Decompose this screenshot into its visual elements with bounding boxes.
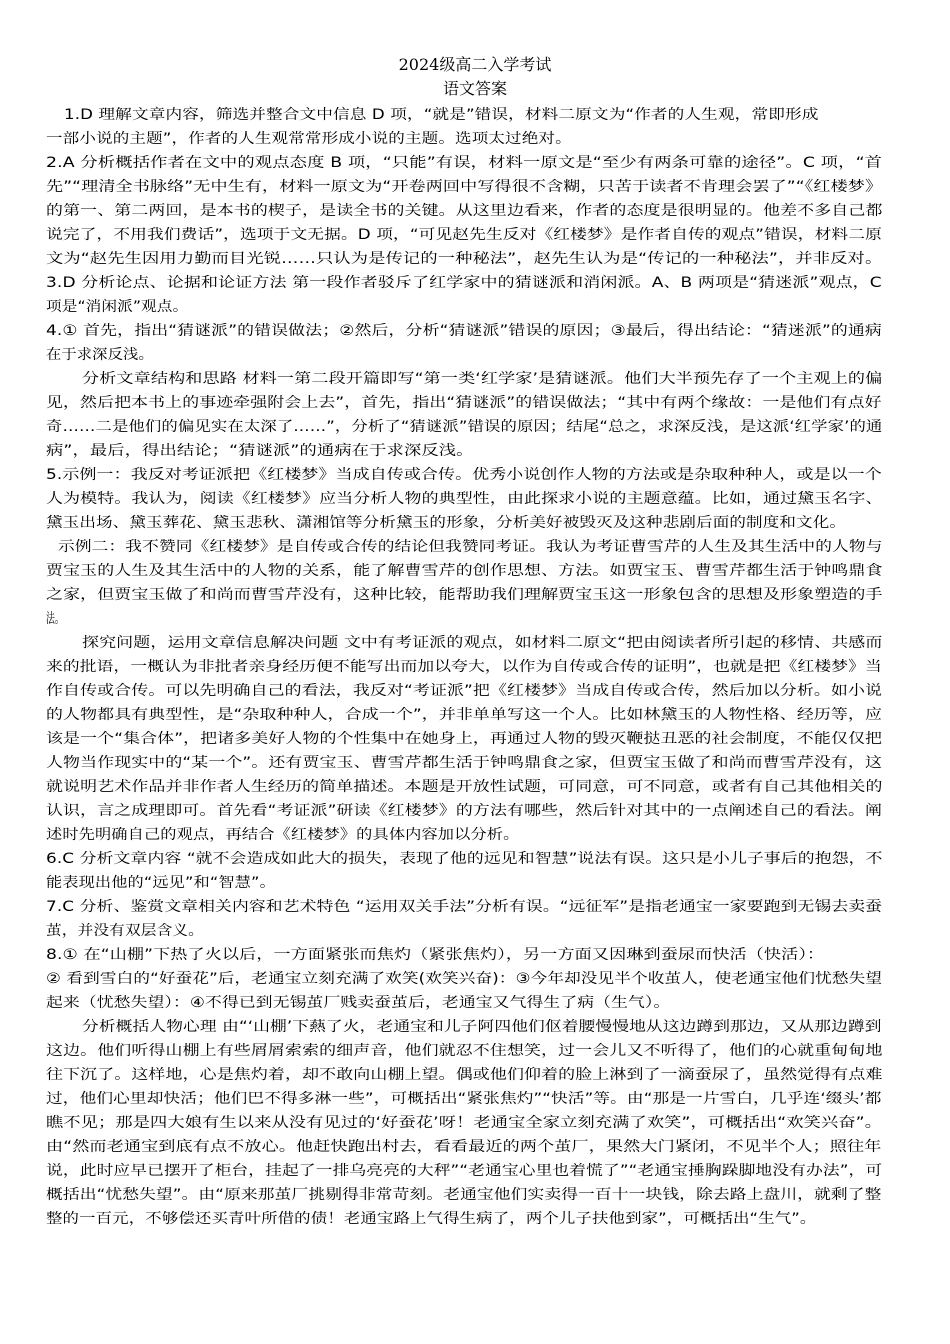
text-line: 来的批语，一概认为非批者亲身经历便不能写出而加以夸大，以作为自传或合传的证明”，也就是把《红楼梦》当 [46,659,882,675]
text-line: 的人物都具有典型性，是“杂取种种人，合成一个”，并非单单写这一个人。比如林黛玉的人物性格、经历等，应 [46,707,883,723]
text-line: 8.① 在“山棚”下热了火以后，一方面紧张而焦灼（紧张焦灼），另一方面又因琳到蚕尿而快活（快活）： [46,947,825,963]
text-line: 法。 [46,611,64,627]
text-line: 分析概括人物心理 由“‘山棚’下爇了火，老通宝和儿子阿四他们伛着腰慢慢地从这边蹲到那边，又从那边蹲到 [82,1019,882,1035]
text-line: 该是一个“集合体”，把诸多美好人物的个性集中在她身上，再通过人物的毁灭鞭挞丑恶的社会制度，不能仅仅把 [46,731,883,747]
text-line: 能表现出他的“远见”和“智慧”。 [46,875,276,891]
text-line: 6.C 分析文章内容 “就不会造成如此大的损失，表现了他的远见和智慧”说法有误。这只是小儿子事后的抱怨，不 [46,851,883,867]
text-line: 概括出“忧愁失望”。由“原来那茧厂挑剔得非常苛刻。老通宝他们实卖得一百十一块钱，除去路上盘川，就剩了整 [46,1187,882,1203]
text-line: 认识，言之成理即可。首先看“考证派”研读《红楼梦》的方法有哪些，然后针对其中的一点阐述自己的看法。阐 [46,803,883,819]
page-title: 2024级高二入学考试 [398,55,552,74]
text-line: 的第一、第二两回，是本书的楔子，是读全书的关键。从这里边看来，作者的态度是很明显的。他差不多自己都 [46,203,883,219]
text-line: 说，此时应早已摆开了柜台，挂起了一排乌亮亮的大秤”“老通宝心里也着慌了”“老通宝捶胸跺脚地没有办法”，可 [46,1163,883,1179]
text-line: 就说明艺术作品并非作者人生经历的简单描述。本题是开放性试题，可同意，可不同意，或者有自己其他相关的 [46,779,883,795]
text-line: 由“然而老通宝到底有点不放心。他赶快跑出村去，看看最近的两个茧厂，果然大门紧闭，不见半个人；照往年 [46,1139,882,1155]
text-line: 奇……二是他们的偏见实在太深了……”，分析了“猜谜派”错误的原因；结尾“总之，求深反浅，是这派‘红学家’的通 [46,419,883,435]
text-line: 分析文章结构和思路 材料一第二段开篇即写“第一类‘红学家’是猜谜派。他们大半预先存了一个主观上的偏 [82,371,883,387]
text-line: 往下沉了。这样地，心是焦灼着，却不敢向山棚上望。偶或他们仰着的脸上淋到了一滴蚕尿了，虽然觉得有点难 [46,1067,883,1083]
text-line: 示例二：我不赞同《红楼梦》是自传或合传的结论但我赞同考证。我认为考证曹雪芹的人生及其生活中的人物与 [58,539,883,555]
text-line: 人为模特。我认为，阅读《红楼梦》应当分析人物的典型性，由此探求小说的主题意蕴。比如，通过黛玉名字、 [46,491,883,507]
text-line: 瞧不见；那是四大娘有生以来从没有见过的‘好蚕花’呀！老通宝全家立刻充满了欢笑”，可概括出“欢笑兴奋”。 [46,1115,883,1131]
text-line: 贾宝玉的人生及其生活中的人物的关系，能了解曹雪芹的创作思想、方法。如贾宝玉、曹雪芹都生活于钟鸣鼎食 [46,563,883,579]
text-line: 4.① 首先，指出“猜谜派”的错误做法；②然后，分析“猜谜派”错误的原因；③最后，得出结论：“猜迷派”的通病 [46,323,882,339]
text-line: 文为“赵先生因用力勤而目光锐……只认为是传记的一种秘法”，赵先生认为是“传记的一种秘法”，并非反对。 [46,251,883,267]
text-line: 见，然后把本书上的事迹牵强附会上去”，首先，指出“猜谜派”的错误做法；“其中有两个缘故：一是他们有点好 [46,395,882,411]
text-line: 探究问题，运用文章信息解决问题 文中有考证派的观点，如材料二原文“把由阅读者所引起的移情、共感而 [82,635,883,651]
text-line: 起来（忧愁失望）：④不得已到无锡茧厂贱卖蚕茧后，老通宝又气得生了病（生气）。 [46,995,671,1011]
text-line: 黛玉出场、黛玉葬花、黛玉悲秋、潇湘馆等分析黛玉的形象，分析美好被毁灭及这种悲剧后面的制度和文化。 [46,515,847,531]
text-line: 1.D 理解文章内容，筛选并整合文中信息 D 项，“就是”错误，材料二原文为“作者的人生观，常即形成 [64,107,819,123]
text-line: 过，他们心里却快活；他们巴不得多淋一些”，可概括出“紧张焦灼”“快活”等。由“那是一片雪白，几乎连‘缀头’都 [46,1091,882,1107]
text-line: ② 看到雪白的“好蚕花”后，老通宝立刻充满了欢笑(欢笑兴奋)：③今年却没见半个收茧人，使老通宝他们忧愁失望 [46,971,883,987]
text-line: 这边。他们听得山棚上有些屑屑索索的细声音，他们就忍不住想笑，过一会儿又不听得了，他们的心就重甸甸地 [46,1043,883,1059]
text-line: 7.C 分析、鉴赏文章相关内容和艺术特色 “运用双关手法”分析有误。“远征军”是指老通宝一家要跑到无锡去卖蚕 [46,899,883,915]
page-subtitle: 语文答案 [442,79,507,98]
text-line: 茧，并没有双层含义。 [46,923,204,939]
text-line: 作自传或合传。可以先明确自己的看法，我反对“考证派”把《红楼梦》当成自传或合传，然后加以分析。如小说 [46,683,883,699]
text-line: 3.D 分析论点、论据和论证方法 第一段作者驳斥了红学家中的猜谜派和消闲派。A、B 两项是“猜迷派”观点，C [46,275,882,291]
text-line: 人物当作现实中的“某一个”。还有贾宝玉、曹雪芹都生活于钟鸣鼎食之家，但贾宝玉做了和尚而曹雪芹没有，这 [46,755,883,771]
text-line: 之家，但贾宝玉做了和尚而曹雪芹没有，这种比较，能帮助我们理解贾宝玉这一形象包含的思想及形象塑造的手 [46,587,883,603]
text-line: 说完了，不用我们费话”，选项于文无据。D 项，“可见赵先生反对《红楼梦》是作者自传的观点”错误，材料二原 [46,227,882,243]
text-line: 5.示例一：我反对考证派把《红楼梦》当成自传或合传。优秀小说创作人物的方法或是杂取种种人，或是以一个 [46,467,882,483]
text-line: 先”“理清全书脉络”无中生有，材料一原文为“开卷两回中写得很不含糊，只苦于读者不肯理会罢了”“《红楼梦》 [46,179,883,195]
text-line: 2.A 分析概括作者在文中的观点态度 B 项，“只能”有误，材料一原文是“至少有两条可靠的途径”。C 项，“首 [46,155,883,171]
text-line: 一部小说的主题”，作者的人生观常常形成小说的主题。选项太过绝对。 [46,131,572,147]
text-line: 在于求深反浅。 [46,347,154,363]
text-line: 项是“消闲派”观点。 [46,299,189,315]
text-line: 述时先明确自己的观点，再结合《红楼梦》的具体内容加以分析。 [46,827,520,843]
text-line: 整的一百元，不够偿还买青叶所借的债！老通宝路上气得生病了，两个儿子扶他到家”，可概括出“生气”。 [46,1211,817,1227]
text-line: 病”，最后，得出结论；“猜谜派”的通病在于求深反浅。 [46,443,474,459]
